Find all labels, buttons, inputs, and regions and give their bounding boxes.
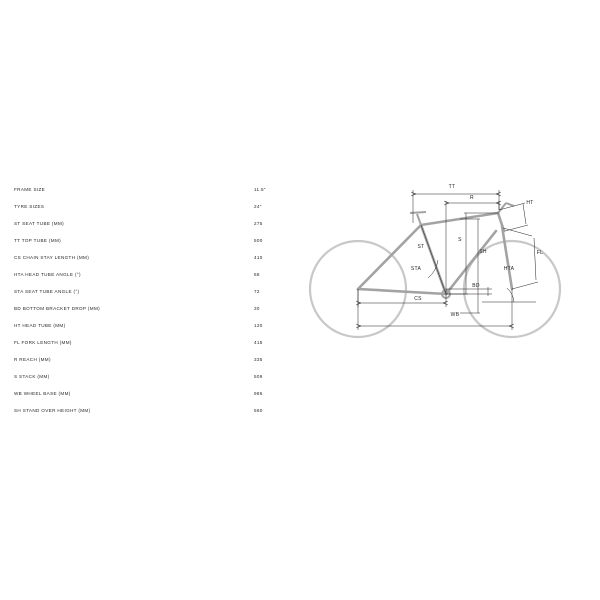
label-sta: STA (410, 266, 422, 272)
label-fl: FL (536, 250, 544, 256)
table-row (14, 351, 299, 368)
spec-value: 11.5" (254, 187, 266, 192)
spec-label: HT HEAD TUBE (MM) (14, 323, 66, 328)
table-row (14, 283, 299, 300)
spec-label: SH STAND OVER HEIGHT (MM) (14, 408, 91, 413)
label-r: R (470, 195, 474, 201)
label-bd: BD (472, 283, 480, 289)
dimension-lines (356, 190, 538, 330)
spec-value: 415 (254, 340, 263, 345)
table-row (14, 368, 299, 385)
bike-geometry-diagram (300, 170, 590, 350)
label-wb: WB (450, 312, 460, 318)
spec-label: TYRE SIZES (14, 204, 45, 209)
label-s: S (458, 237, 462, 243)
spec-value: 986 (254, 391, 263, 396)
spec-label: CS CHAIN STAY LENGTH (MM) (14, 255, 90, 260)
table-row (14, 402, 299, 419)
spec-value: 24" (254, 204, 262, 209)
spec-value: 500 (254, 238, 263, 243)
label-cs: CS (414, 296, 422, 302)
table-row (14, 232, 299, 249)
spec-label: R REACH (MM) (14, 357, 51, 362)
table-row (14, 198, 299, 215)
table-row (14, 181, 299, 198)
spec-value: 335 (254, 357, 263, 362)
label-ht: HT (526, 200, 534, 206)
table-row (14, 266, 299, 283)
table-row (14, 334, 299, 351)
label-sh: SH (479, 249, 487, 255)
geometry-spec-table (14, 181, 299, 419)
spec-value: 30 (254, 306, 260, 311)
spec-label: FL FORK LENGTH (MM) (14, 340, 72, 345)
label-tt: TT (448, 184, 456, 190)
spec-value: 509 (254, 374, 263, 379)
table-row (14, 215, 299, 232)
table-row (14, 249, 299, 266)
frame-outline (358, 213, 512, 294)
table-row (14, 385, 299, 402)
spec-label: S STACK (MM) (14, 374, 50, 379)
spec-value: 560 (254, 408, 263, 413)
spec-value: 72 (254, 289, 260, 294)
label-hta: HTA (503, 266, 515, 272)
spec-value: 410 (254, 255, 263, 260)
saddle-icon (410, 212, 426, 225)
spec-label: HTA HEAD TUBE ANGLE (°) (14, 272, 81, 277)
spec-label: WB WHEEL BASE (MM) (14, 391, 71, 396)
spec-label: ST SEAT TUBE (MM) (14, 221, 65, 226)
spec-label: FRAME SIZE (14, 187, 46, 192)
spec-value: 120 (254, 323, 263, 328)
label-st: ST (417, 244, 425, 250)
table-row (14, 317, 299, 334)
spec-value: 275 (254, 221, 263, 226)
spec-label: STA SEAT TUBE ANGLE (°) (14, 289, 80, 294)
spec-value: 68 (254, 272, 260, 277)
table-row (14, 300, 299, 317)
spec-label: BD BOTTOM BRACKET DROP (MM) (14, 306, 101, 311)
spec-label: TT TOP TUBE (MM) (14, 238, 62, 243)
